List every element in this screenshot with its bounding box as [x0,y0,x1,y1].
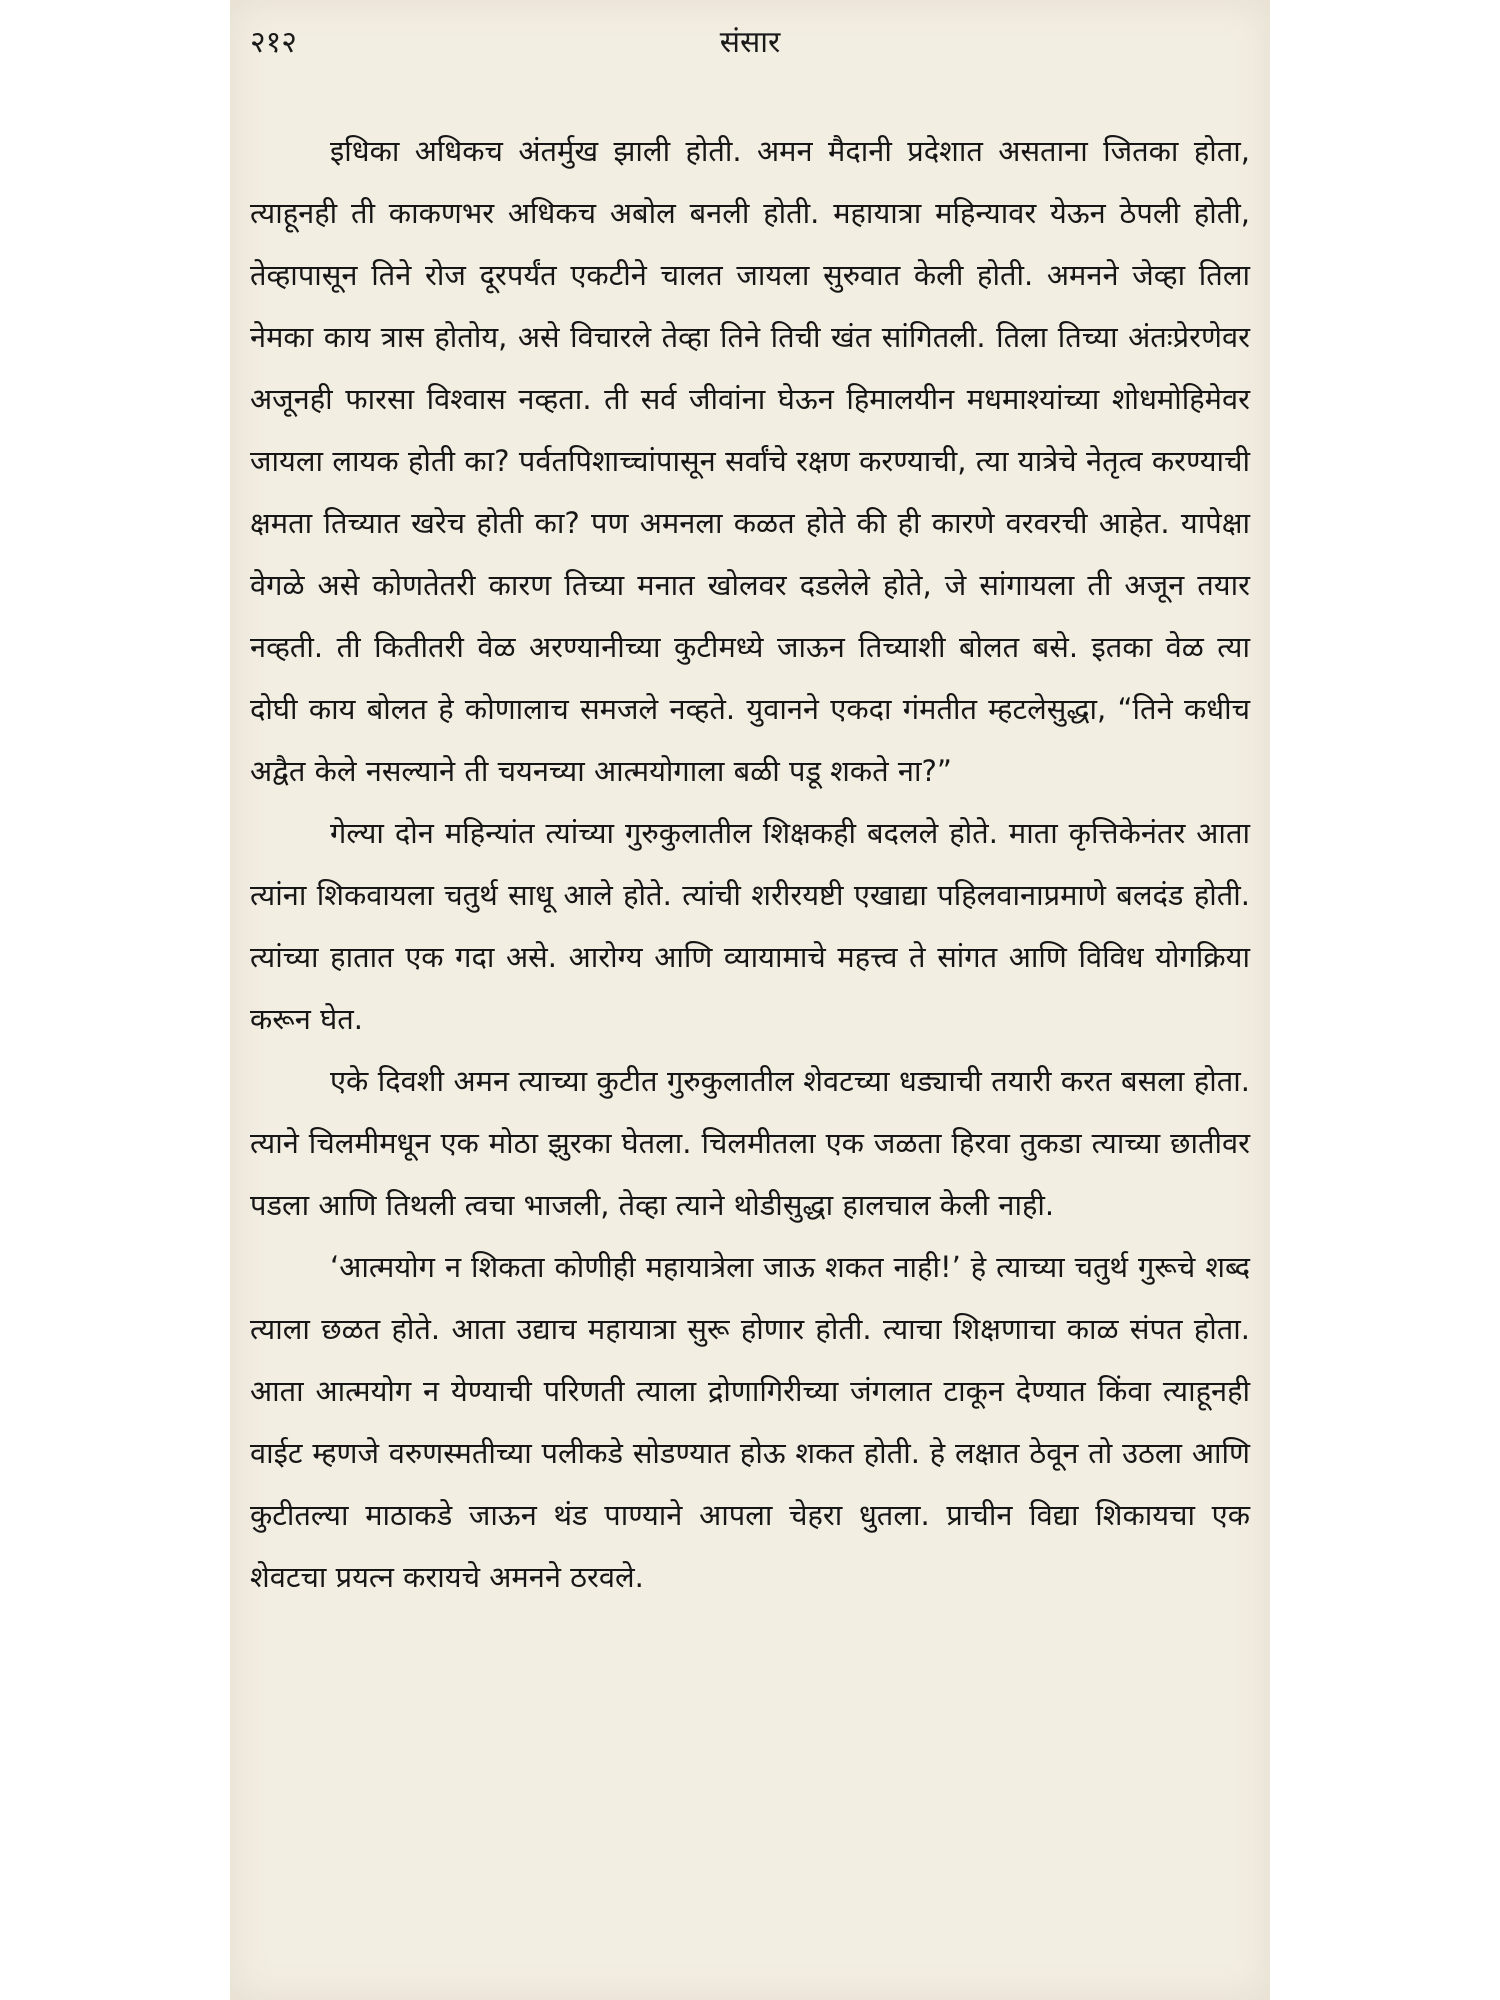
paragraph-3: एके दिवशी अमन त्याच्या कुटीत गुरुकुलातील शेवटच्या धड्याची तयारी करत बसला होता. त्याने चिलमीमधून एक मोठा झुरका घेतला. चिलमीतला एक जळता हिरवा तुकडा त्याच्या छातीवर पडला आणि तिथली त्वचा भाजली, तेव्हा त्याने थोडीसुद्धा हालचाल केली नाही. [250,1064,1250,1222]
paragraph-2: गेल्या दोन महिन्यांत त्यांच्या गुरुकुलातील शिक्षकही बदलले होते. माता कृत्तिकेनंतर आता त्यांना शिकवायला चतुर्थ साधू आले होते. त्यांची शरीरयष्टी एखाद्या पहिलवानाप्रमाणे बलदंड होती. त्यांच्या हातात एक गदा असे. आरोग्य आणि व्यायामाचे महत्त्व ते सांगत आणि विविध योगक्रिया करून घेत. [250,816,1250,1036]
page-number: २१२ [250,25,297,60]
page-header [250,20,1250,70]
paragraph-4: ‘आत्मयोग न शिकता कोणीही महायात्रेला जाऊ शकत नाही!’ हे त्याच्या चतुर्थ गुरूचे शब्द त्याला छळत होते. आता उद्याच महायात्रा सुरू होणार होती. त्याचा शिक्षणाचा काळ संपत होता. आता आत्मयोग न येण्याची परिणती त्याला द्रोणागिरीच्या जंगलात टाकून देण्यात किंवा त्याहूनही वाईट म्हणजे वरुणस्मतीच्या पलीकडे सोडण्यात होऊ शकत होती. हे लक्षात ठेवून तो उठला आणि कुटीतल्या माठाकडे जाऊन थंड पाण्याने आपला चेहरा धुतला. प्राचीन विद्या शिकायचा एक शेवटचा प्रयत्न करायचे अमनने ठरवले. [250,1250,1250,1594]
running-title: संसार [719,25,781,60]
paragraph-1: इधिका अधिकच अंतर्मुख झाली होती. अमन मैदानी प्रदेशात असताना जितका होता, त्याहूनही ती काकणभर अधिकच अबोल बनली होती. महायात्रा महिन्यावर येऊन ठेपली होती, तेव्हापासून तिने रोज दूरपर्यंत एकटीने चालत जायला सुरुवात केली होती. अमनने जेव्हा तिला नेमका काय त्रास होतोय, असे विचारले तेव्हा तिने तिची खंत सांगितली. तिला तिच्या अंतःप्रेरणेवर अजूनही फारसा विश्वास नव्हता. ती सर्व जीवांना घेऊन हिमालयीन मधमाश्यांच्या शोधमोहिमेवर जायला लायक होती का? पर्वतपिशाच्चांपासून सर्वांचे रक्षण करण्याची, त्या यात्रेचे नेतृत्व करण्याची क्षमता तिच्यात खरेच होती का? पण अमनला कळत होते की ही कारणे वरवरची आहेत. यापेक्षा वेगळे असे कोणतेतरी कारण तिच्या मनात खोलवर दडलेले होते, जे सांगायला ती अजून तयार नव्हती. ती कितीतरी वेळ अरण्यानीच्या कुटीमध्ये जाऊन तिच्याशी बोलत बसे. इतका वेळ त्या दोघी काय बोलत हे कोणालाच समजले नव्हते. युवानने एकदा गंमतीत म्हटलेसुद्धा, “तिने कधीच अद्वैत केले नसल्याने ती चयनच्या आत्मयोगाला बळी पडू शकते ना?” [250,134,1250,788]
body-text [250,120,1250,1608]
book-page [230,0,1270,2000]
